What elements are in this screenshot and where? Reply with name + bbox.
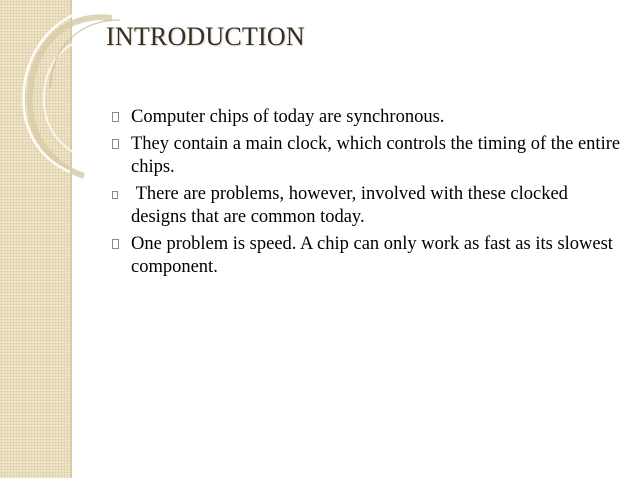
box-icon xyxy=(112,112,119,122)
bullet-item xyxy=(112,133,622,179)
bullet-text: Computer chips of today are synchronous. xyxy=(131,107,445,127)
bullet-item xyxy=(112,183,622,229)
box-icon xyxy=(112,239,119,249)
bullet-item xyxy=(112,106,622,129)
slide-title: INTRODUCTION xyxy=(106,22,305,51)
bullet-text: One problem is speed. A chip can only work as fast as its slowest component. xyxy=(131,234,613,277)
box-icon xyxy=(112,139,119,149)
bullet-text: They contain a main clock, which controls the timing of the entire chips. xyxy=(131,134,621,177)
bullet-item xyxy=(112,233,622,279)
bullet-list xyxy=(112,106,622,283)
box-icon xyxy=(112,191,118,199)
bullet-text: There are problems, however, involved with these clocked designs that are common today. xyxy=(131,184,573,227)
